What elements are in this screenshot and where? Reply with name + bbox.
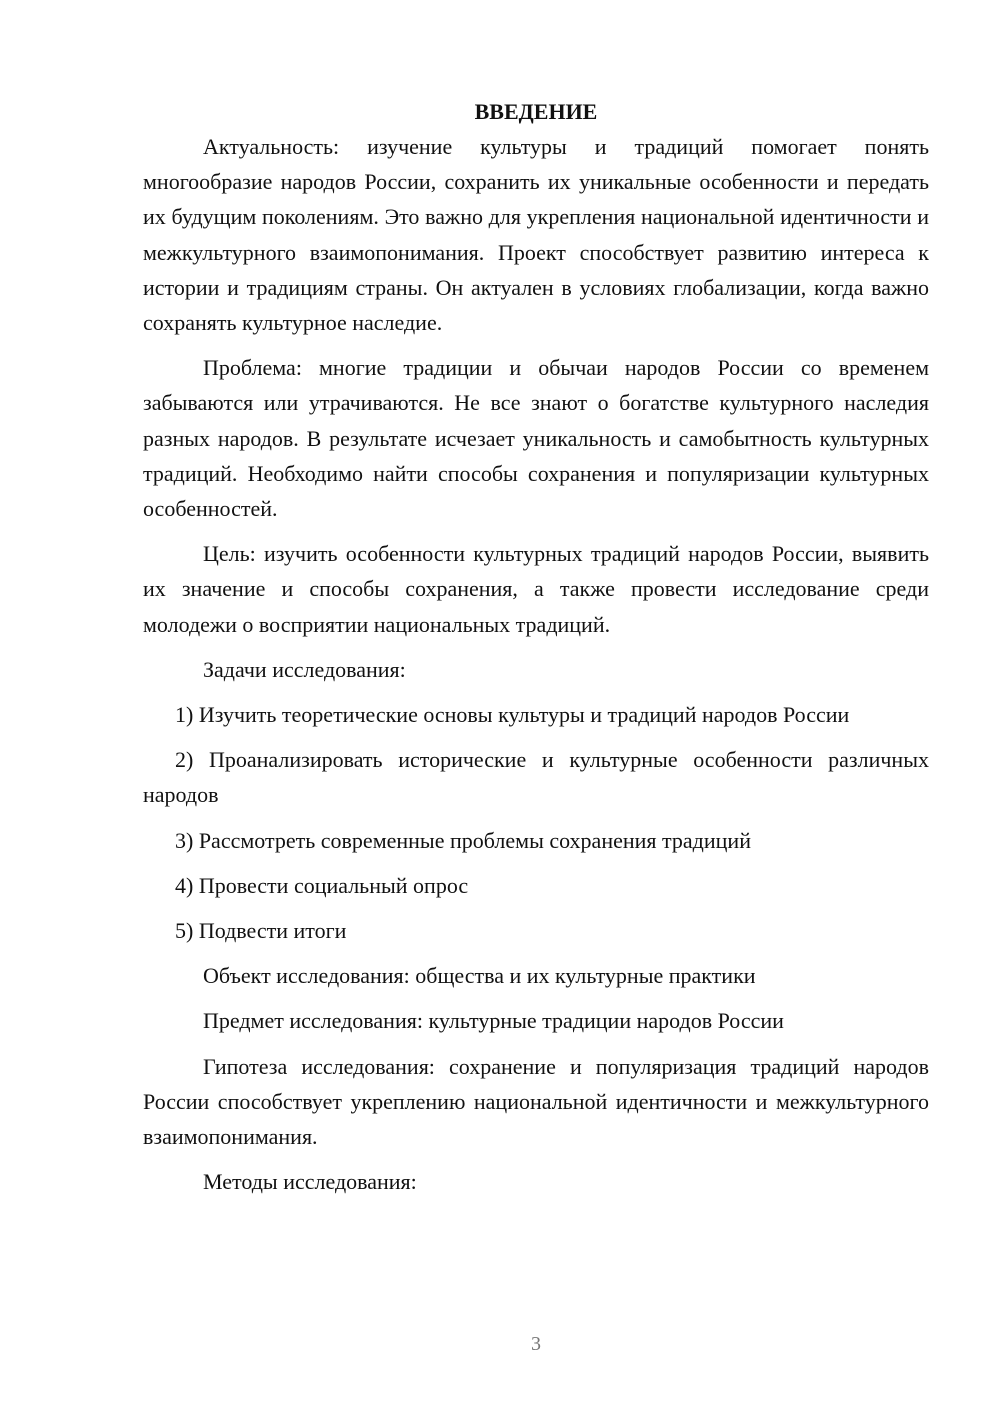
hypothesis-paragraph: Гипотеза исследования: сохранение и популяризация традиций народов России способствует укреплению национальной идентичности и межкультурного взаимопонимания. [143, 1053, 929, 1150]
task-item-3: 3) Рассмотреть современные проблемы сохранения традиций [175, 827, 751, 853]
document-page [143, 92, 929, 1199]
task-item-1: 1) Изучить теоретические основы культуры и традиций народов России [175, 702, 850, 728]
goal-paragraph: Цель: изучить особенности культурных традиций народов России, выявить их значение и способы сохранения, а также провести исследование среди молодежи о восприятии национальных традиций. [143, 541, 929, 637]
relevance-paragraph: Актуальность: изучение культуры и традиций помогает понять многообразие народов России, сохранить их уникальные особенности и передать их будущим поколениям. Это важно для укрепления национальной идентичности и межкультурного взаимопонимания. Проект способствует развитию интереса к истории и традициям страны. Он актуален в условиях глобализации, когда важно сохранять культурное наследие. [143, 134, 929, 336]
task-item-2: 2) Проанализировать исторические и культурные особенности различных народов [143, 747, 929, 808]
task-item-5: 5) Подвести итоги [175, 918, 347, 944]
object-paragraph: Объект исследования: общества и их культурные практики [203, 963, 756, 989]
methods-heading: Методы исследования: [203, 1169, 417, 1195]
subject-paragraph: Предмет исследования: культурные традиции народов России [203, 1008, 784, 1034]
page-number: 3 [531, 1333, 541, 1355]
task-item-4: 4) Провести социальный опрос [175, 872, 469, 898]
section-title: ВВЕДЕНИЕ [474, 99, 598, 124]
problem-paragraph: Проблема: многие традиции и обычаи народов России со временем забываются или утрачиваются. Не все знают о богатстве культурного наследия разных народов. В результате исчезает уникальность и самобытность культурных традиций. Необходимо найти способы сохранения и популяризации культурных особенностей. [143, 355, 929, 522]
tasks-heading: Задачи исследования: [203, 656, 406, 682]
